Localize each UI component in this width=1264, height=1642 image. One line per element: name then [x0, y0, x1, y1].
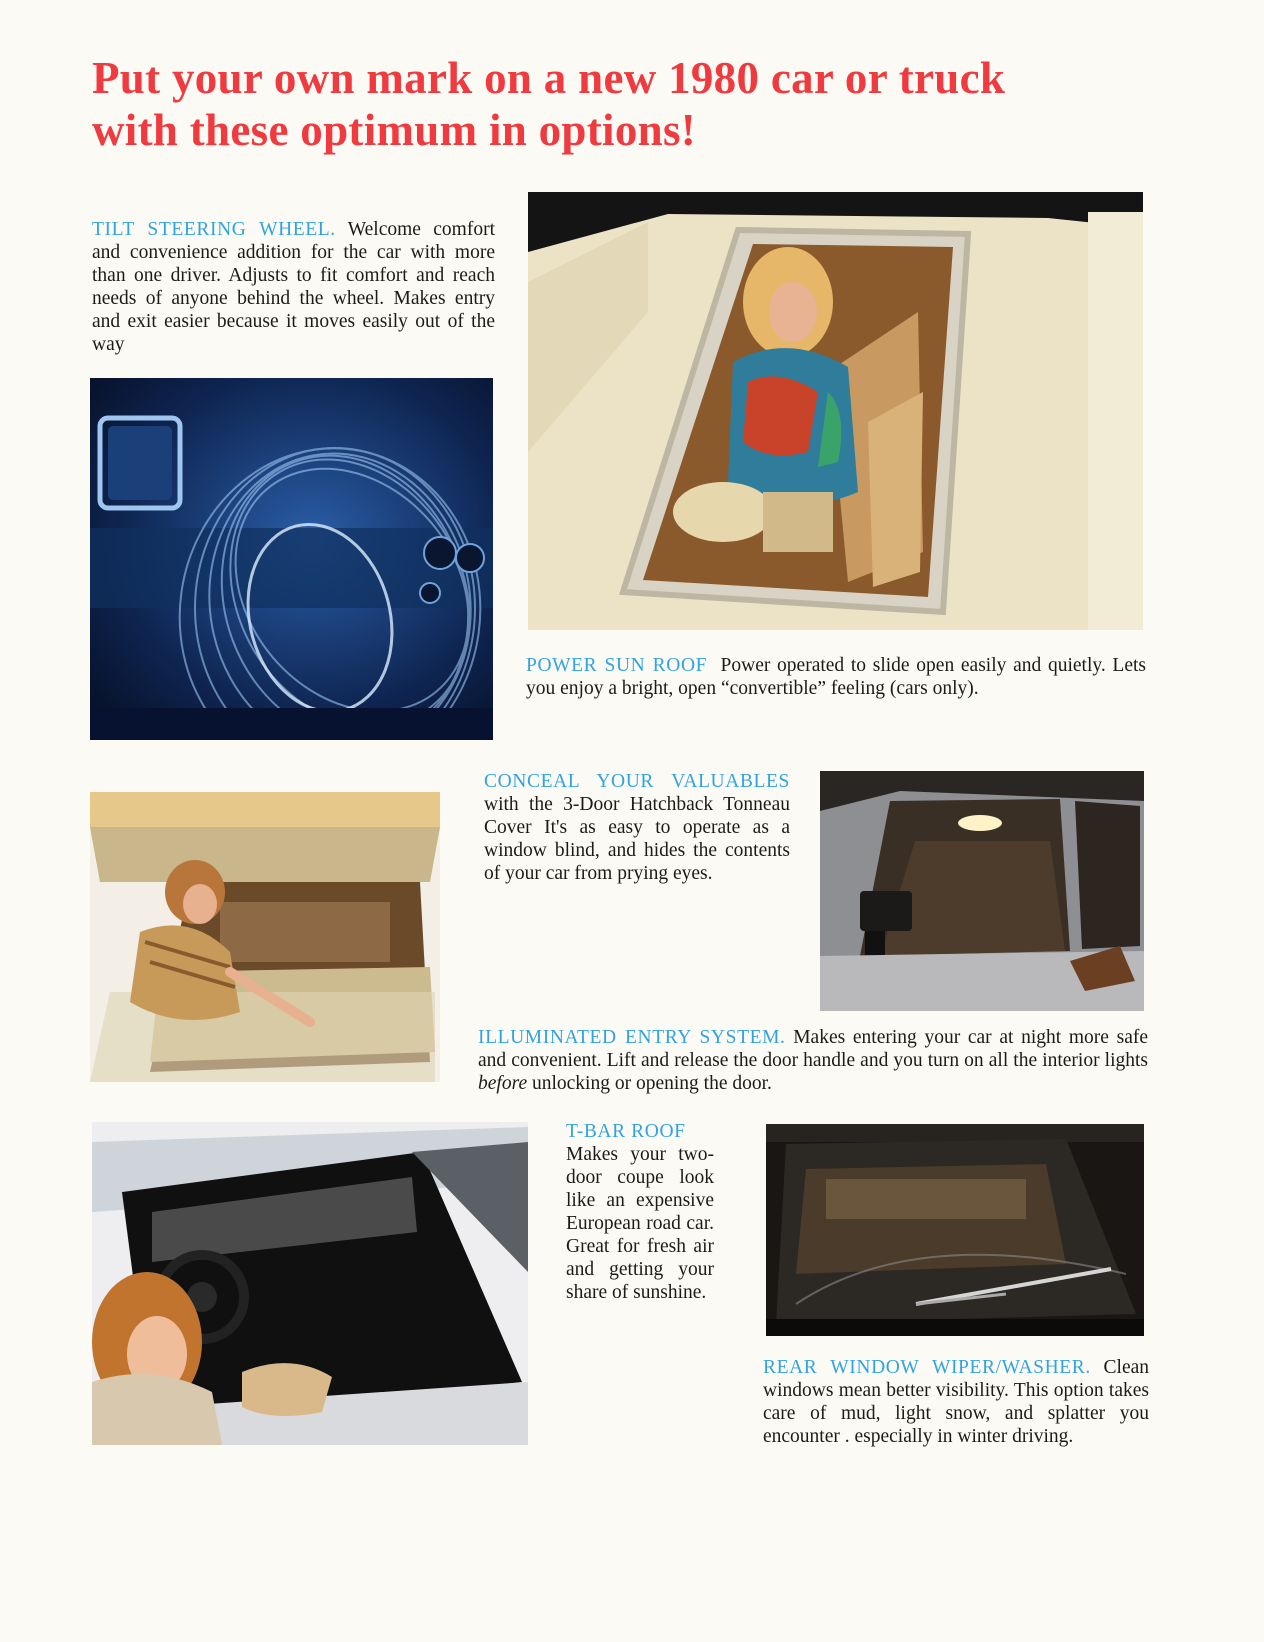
tilt-steering-label: TILT STEERING WHEEL. [92, 219, 336, 240]
illuminated-entry-photo [820, 771, 1144, 1011]
sun-roof-description: Power operated to slide open easily and quietly. Lets you enjoy a bright, open “convertible” feeling (cars only). [526, 655, 1146, 699]
sun-roof-illustration [528, 192, 1143, 630]
rear-wiper-label: REAR WINDOW WIPER/WASHER. [763, 1357, 1091, 1378]
rear-wiper-illustration [766, 1124, 1144, 1336]
sun-roof-photo [528, 192, 1143, 630]
illuminated-description: Makes entering your car at night more safe and convenient. Lift and release the door handle and you turn on all the interior lights [478, 1027, 1149, 1071]
hatchback-photo [90, 792, 440, 1082]
illuminated-entry-illustration [820, 771, 1144, 1011]
conceal-description: with the 3-Door Hatchback Tonneau Cover It's as easy to operate as a window blind, and hides the contents of your car from prying eyes. [484, 794, 790, 884]
illuminated-description-end: unlocking or opening the door. [531, 1073, 772, 1094]
illuminated-emphasis: before [478, 1073, 528, 1094]
rear-wiper-description: Clean windows mean better visibility. This option takes care of mud, light snow, and splatter you encounter . especially in winter driving. [763, 1357, 1150, 1447]
page-headline [92, 52, 1192, 156]
illuminated-label: ILLUMINATED ENTRY SYSTEM. [478, 1027, 786, 1048]
t-bar-roof-label: T-BAR ROOF [566, 1121, 686, 1142]
rear-wiper-text [763, 1356, 1149, 1448]
rear-wiper-photo [766, 1124, 1144, 1336]
headline-line-1: Put your own mark on a new 1980 car or truck [92, 53, 1006, 103]
conceal-text [484, 770, 790, 885]
steering-wheel-photo [90, 378, 493, 740]
tilt-steering-text [92, 218, 495, 356]
sun-roof-label: POWER SUN ROOF [526, 655, 708, 676]
headline-line-2: with these optimum in options! [92, 105, 697, 155]
sun-roof-text [526, 654, 1146, 700]
t-bar-roof-text [566, 1120, 714, 1304]
hatchback-illustration [90, 792, 440, 1082]
steering-wheel-illustration [90, 378, 493, 740]
tilt-steering-description: Welcome comfort and convenience addition for the car with more than one driver. Adjusts to fit comfort and reach needs of anyone behind the wheel. Makes entry and exit easier because it moves easily out of the way [92, 219, 496, 355]
t-bar-roof-description: Makes your two-door coupe look like an expensive European road car. Great for fresh air and getting your share of sunshine. [566, 1144, 714, 1303]
conceal-label: CONCEAL YOUR VALUABLES [484, 771, 790, 792]
illuminated-text [478, 1026, 1148, 1095]
t-bar-roof-illustration [92, 1122, 528, 1445]
t-bar-roof-photo [92, 1122, 528, 1445]
